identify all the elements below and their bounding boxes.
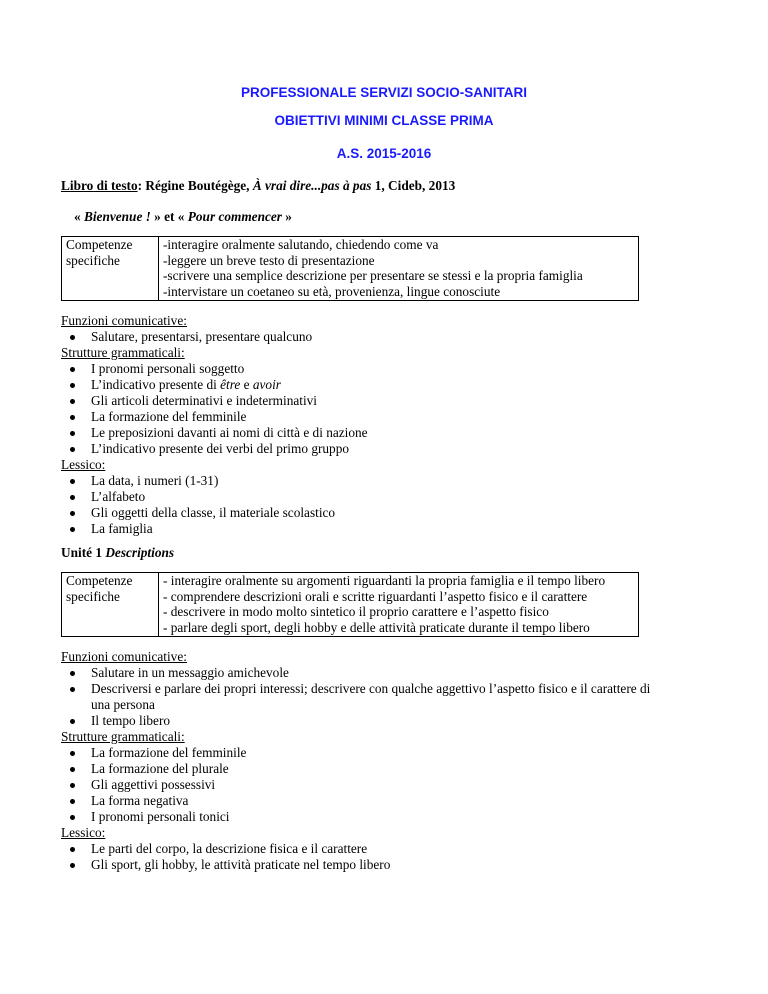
list-item: Salutare in un messaggio amichevole — [91, 665, 289, 681]
list-item: Gli aggettivi possessivi — [91, 777, 215, 793]
competence-item: - descrivere in modo molto sintetico il proprio carattere e l’aspetto fisico — [163, 604, 549, 620]
unit1-heading: Unité 1 Descriptions — [61, 545, 175, 560]
competences-list — [159, 237, 639, 301]
header-school-year: A.S. 2015-2016 — [336, 146, 432, 161]
list-item: I pronomi personali tonici — [91, 809, 229, 825]
lessico-label: Lessico: — [61, 457, 106, 472]
textbook-label: Libro di testo — [61, 178, 138, 193]
list-item: Le parti del corpo, la descrizione fisica e il carattere — [91, 841, 367, 857]
list-item: Descriversi e parlare dei propri interessi; descrivere con qualche aggettivo l’aspetto fisico e il carattere di una persona — [91, 681, 651, 713]
competence-item: - interagire oralmente su argomenti riguardanti la propria famiglia e il tempo libero — [163, 573, 606, 588]
list-item: I pronomi personali soggetto — [91, 361, 244, 377]
competences-label: Competenze specifiche — [62, 573, 159, 637]
competence-item: - comprendere descrizioni orali e scritte riguardanti l’aspetto fisico e il carattere — [163, 588, 588, 604]
competence-item: -interagire oralmente salutando, chiedendo come va — [163, 237, 439, 252]
funzioni-label: Funzioni comunicative: — [61, 313, 187, 328]
textbook-title: À vrai dire...pas à pas — [252, 178, 372, 193]
list-item: Gli articoli determinativi e indeterminativi — [91, 393, 317, 409]
list-item: L’indicativo presente di être e avoir — [91, 377, 281, 393]
textbook-edition: 1, Cideb, 2013 — [371, 178, 456, 193]
competence-item: - parlare degli sport, degli hobby e delle attività praticate durante il tempo libero — [163, 620, 590, 636]
competence-item: -scrivere una semplice descrizione per presentare se stessi e la propria famiglia — [163, 268, 583, 284]
list-item: Salutare, presentarsi, presentare qualcuno — [91, 329, 312, 345]
list-item: L’indicativo presente dei verbi del primo gruppo — [91, 441, 349, 457]
competences-table-unit1 — [61, 572, 639, 637]
list-item: Gli oggetti della classe, il materiale scolastico — [91, 505, 335, 521]
list-item: Il tempo libero — [91, 713, 170, 729]
competences-label: Competenze specifiche — [62, 237, 159, 301]
header-objectives: OBIETTIVI MINIMI CLASSE PRIMA — [274, 113, 494, 128]
strutture-label: Strutture grammaticali: — [61, 729, 185, 744]
intro-units-heading: « Bienvenue ! » et « Pour commencer » — [74, 209, 292, 224]
lessico-label: Lessico: — [61, 825, 106, 840]
funzioni-label: Funzioni comunicative: — [61, 649, 187, 664]
list-item: La data, i numeri (1-31) — [91, 473, 218, 489]
list-item: La formazione del plurale — [91, 761, 229, 777]
textbook-author: Régine Boutégège, — [145, 178, 253, 193]
list-item: L’alfabeto — [91, 489, 145, 505]
competence-item: -intervistare un coetaneo su età, provenienza, lingue conosciute — [163, 284, 501, 300]
list-item: Le preposizioni davanti ai nomi di città e di nazione — [91, 425, 368, 441]
list-item: La famiglia — [91, 521, 153, 537]
list-item: La formazione del femminile — [91, 409, 246, 425]
strutture-label: Strutture grammaticali: — [61, 345, 185, 360]
competences-table-intro — [61, 236, 639, 301]
textbook-line: Libro di testo: Régine Boutégège, À vrai dire...pas à pas 1, Cideb, 2013 — [61, 178, 456, 193]
list-item: La formazione del femminile — [91, 745, 246, 761]
list-item: Gli sport, gli hobby, le attività praticate nel tempo libero — [91, 857, 390, 873]
list-item: La forma negativa — [91, 793, 188, 809]
competences-list — [159, 573, 639, 637]
header-school: PROFESSIONALE SERVIZI SOCIO-SANITARI — [240, 85, 528, 100]
competence-item: -leggere un breve testo di presentazione — [163, 252, 375, 268]
